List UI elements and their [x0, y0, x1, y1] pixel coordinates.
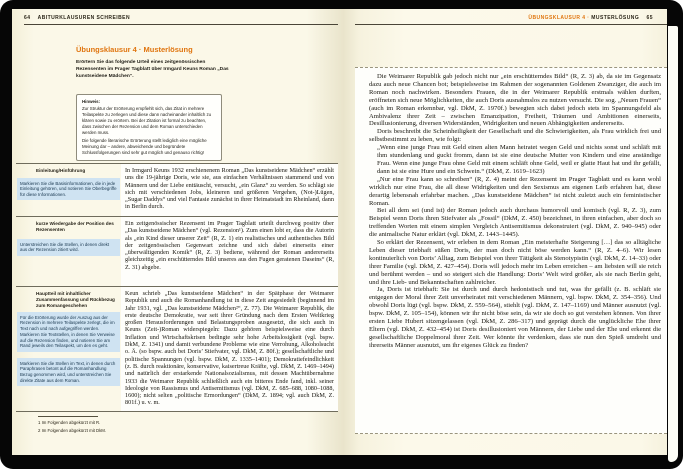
hint-box [76, 94, 222, 161]
margin-heading-einleitung: Einleitung/Hinführung [36, 168, 86, 173]
margin-tip-hauptteil-2: Markieren Sie die Stellen im Text, in denen durch Paraphrasen betont auf die Romanhandlung Bezug genommen wird, und unterstreichen Sie direkte Zitate aus dem Roman. [17, 358, 120, 386]
solution-continuation-text [369, 73, 661, 350]
section-rule-2 [16, 216, 338, 217]
right-header-rule [355, 24, 667, 25]
hint-label: Hinweis: [82, 99, 101, 104]
hint-paragraph-1: Zur Struktur der Erörterung empfiehlt sich, das Zitat in mehrere Teilaspekte zu zerlegen und diese dann nacheinander inhaltlich zu klären sowie zu erörtern. Bei der Zitation ist formal zu beachten, dass zwischen der Rezension und dem Roman unterschieden werden muss. [82, 105, 212, 135]
solution-paragraph: So erklärt der Rezensent, wir erleben in dem Roman „Ein meisterhafte Steigerung […] das so alltägliche Leben dieser triebhaft süßen Doris, der man doch nicht böse werden kann.“ (R, Z. 4–6). Wir lesen kontinuierlich von Doris’ Alltag, zum Beispiel von ihrer Tätigkeit als Stenotypistin (vgl. DkM, Z. 14–33) oder ihrer Familie (vgl. DkM, Z. 427–454). Doris will jedoch mehr im Leben erreichen – am liebsten will sie reich und berühmt werden – und so steigert sich die Handlung: Doris’ Welt wird größer, als sie nach Berlin geht, und ihre Lieb- und Bekanntschaften zahlreicher. [369, 239, 661, 286]
solution-paragraph: „Nur eine Frau kann so schreiben“ (R, Z. 4) meint der Rezensent im Prager Tagblatt und es kann wohl wirklich nur eine Frau, die all diese Widrigkeiten und den Sexismus am eigenen Leib erfahren hat, diese derartig lebensnah erfahrbar machen. „Das kunstseidene Mädchen“ ist nicht zuletzt auch ein feministischer Roman. [369, 175, 661, 207]
left-running-title: ABITURKLAUSUREN SCHREIBEN [37, 15, 131, 21]
hint-paragraph-2: Die folgende literarische Erörterung stellt lediglich eine mögliche Meinung dar – andere, abweichende und begründete Schlussfolgerungen sind sehr gut möglich und genauso richtig! [82, 138, 207, 156]
task-intro: Erörtern Sie das folgende Urteil eines zeitgenössischen Rezensenten im Prager Tagblatt über Irmgard Keuns Roman „Das kunstseidene Mädchen“. [76, 60, 229, 79]
left-running-header [24, 15, 130, 21]
novel-quote-paragraph: „Wenn eine junge Frau mit Geld einen alten Mann heiratet wegen Geld und nichts sonst und schläft mit ihm stundenlang und guckt fromm, dann ist sie eine deutsche Mutter von Kindern und eine anständige Frau. Wenn eine junge Frau ohne Geld mit einem schläft ohne Geld, weil er glatte Haut hat und ihr gefällt, dann ist sie eine Hure und ein Schwein.“ (DkM, Z. 1619–1623) [377, 144, 661, 175]
right-page-number: 65 [646, 15, 653, 21]
right-running-header [528, 15, 653, 21]
footnote-1: 1 Im Folgenden abgekürzt mit R. [38, 420, 101, 425]
solution-paragraph: Doris beschreibt die Scheinheiligkeit der Gesellschaft und die Schwierigkeiten, als Frau wirklich frei und selbstbestimmt zu leben, wie folgt: [369, 128, 661, 144]
solution-paragraph-wiedergabe: Ein zeitgenössischer Rezensent im Prager Tagblatt urteilt durchweg positiv über „Das kunstseidene Mädchen“ (vgl. Rezension¹). Zum einen lobt er, dass die Autorin als „ein Kind dieser unserer Zeit“ (R, Z. 1) ein realistisches und authentisches Bild der zeitgenössischen Gegenwart zeichne und sich dabei einerseits einer „überwältigenden Komik“ (R, Z. 3) bediene, während der Roman andererseits gleichzeitig „ein erschütterndes Bild unseres aus den Fugen geratenen Daseins“ (R, Z. 31) abgebe. [125, 220, 334, 271]
margin-tip-wiedergabe: Unterstreichen Sie die Stellen, in denen direkt aus der Rezension zitiert wird. [17, 239, 120, 256]
left-header-rule [24, 24, 338, 25]
lesson-title: Übungsklausur 4 · Musterlösung [76, 45, 193, 54]
solution-paragraph: Die Weimarer Republik gab jedoch nicht nur „ein erschütterndes Bild“ (R, Z. 3) ab, da sie im Gegensatz dazu auch neue Chancen bot; beispielsweise im Rahmen der sogenannten Goldenen Zwanziger, die auch im Roman noch nachwirken. Besonders Frauen, die in der Weimarer Republik erstmals wählen durften, eröffneten sich neue Möglichkeiten, die auch Doris ausnahmslos zu nutzen versucht. Die sog. „Neuen Frauen“ (auch im Roman erkennbar, vgl. DkM, Z. 1970f.) bewegten sich dabei jedoch stets im Spannungsfeld als Ambivalenz ihrer Zeit – zwischen Emanzipation, Freiheit, Träumen und Ambitionen einerseits, Desillusionierung, diversen Widerständen, Widrigkeiten und neuen Abhängigkeiten andererseits. [369, 73, 661, 128]
margin-heading-hauptteil: Hauptteil mit inhaltlicher Zusammenfassung und Rückbezug zum Romangeschehen [36, 291, 115, 308]
book-spread [12, 9, 667, 455]
section-rule-3 [16, 286, 338, 287]
solution-paragraph: Bei all dem sei (und ist) der Roman jedoch auch durchaus humorvoll und komisch (vgl. R, Z. 3), zum Beispiel wenn Doris ihren Stiefvater als „Fossil“ (DkM, Z. 450) bezeichnet, in ihren einfachen, aber doch so treffenden Worten mit einem simplen Vergleich Antisemitismus dekonstruiert (vgl. DkM, Z. 940–945) oder die animalische Natur erklärt (vgl. DkM, Z. 1443–1445). [369, 207, 661, 239]
solution-paragraph-einleitung: In Irmgard Keuns 1932 erschienenem Roman „Das kunstseidene Mädchen“ erzählt uns die 19-jährige Doris, wie sie, aus einfachen Verhältnissen stammend und von Männern und der Liebe enttäuscht, versucht, „ein Glanz“ zu werden. So schlägt sie sich mit verschiedenen Jobs, kleineren und größeren Vergehen, (Not-)Lügen, „Sugar Daddys“ und viel Fantasie zunächst in ihrer Heimatstadt im Rheinland, dann in Berlin durch. [125, 167, 334, 211]
margin-heading-wiedergabe: kurze Wiedergabe der Position des Rezensenten [36, 221, 114, 232]
margin-tip-hauptteil-1: Für die Erörterung wurde der Auszug aus der Rezension in mehrere Teilaspekte zerlegt, die im Text nach und nach aufgegriffen werden. Markieren Sie Textstellen, in denen Sie Verweise auf die Rezension finden, und notieren Sie am Rand jeweils den Teilaspekt, um den es geht. [17, 312, 120, 352]
solution-paragraph: Ja, Doris ist triebhaft: Sie ist durch und durch hedonistisch und tut, was ihr gefällt (z. B. schläft sie entgegen der Moral ihrer Zeit unverheiratet mit verschiedenen Männern, vgl. bspw. DkM, Z. 354–356). Und obwohl Doris lügt (vgl. bspw. DkM, Z. 559–564), stiehlt (vgl. DkM, Z. 147–1169) und Männer ausnutzt (vgl. bspw. DkM, Z. 105–154), können wir ihr nicht böse sein, da wir sie doch so gut verstehen können. Von ihrer ersten Liebe Hubert sitzengelassen (vgl. DkM, Z. 286–317) und geprägt durch die unglückliche Ehe ihrer Eltern (vgl. DkM, Z. 432–454) ist Doris desillusioniert von Männern, der Liebe und der Ehe und erkennt die gesellschaftliche Doppelmoral ihrer Zeit. Wer könnte ihr verdenken, dass sie nun den Spieß umdreht und ihrerseits Männer ausnutzt, um ihr eigenes Glück zu finden? [369, 286, 661, 349]
page-stack-edge [668, 26, 678, 462]
footnote-2: 2 Im Folgenden abgekürzt mit DkM. [38, 428, 107, 433]
footnote-rule [38, 416, 98, 417]
right-running-section: ÜBUNGSKLAUSUR 4 [528, 15, 586, 21]
section-rule-1 [16, 163, 338, 164]
solution-paragraph-hauptteil: Keun schrieb „Das kunstseidene Mädchen“ in der Spätphase der Weimarer Republik und auch die Romanhandlung ist in diese Zeit angesiedelt (beginnend im Jahr 1931, vgl. „Das kunstseidene Mädchen²“, Z. 77). Die Weimarer Republik, die erste deutsche Demokratie, war seit ihrer Gründung nach dem Ersten Weltkrieg großen Herausforderungen und Belastungsproben ausgesetzt, die sich auch in Keuns (Zeit-)Roman widerspiegeln: Dazu gehören beispielsweise eine durch Inflation und Wirtschaftskrisen bedingte sehr hohe Arbeitslosigkeit (vgl. bspw. DkM, Z. 1341) und damit verbundene Probleme wie eine Verrohung, Alkoholsucht o. Ä. (so bspw. auch bei Doris’ Stiefvater, vgl. DkM, Z. 80f.); gesellschaftliche und politische Spannungen (vgl. bspw. DkM, Z. 1335–1401); Demokratiefeindlichkeit (z. B. durch reaktionäre, konservative, kaisertreue Kräfte, vgl. DkM, Z. 1469–1494) und natürlich der erstarkende Nationalsozialismus, mit dessen Machtübernahme 1933 die Weimarer Republik schließlich auch ein bitteres Ende fand, inkl. seiner Ideologie von Rassismus und Antisemitismus (vgl. DkM, Z. 685–688, 1080–1088, 1600); nicht selten „politische Ermordungen“ (DkM, Z. 1894; vgl. auch DkM, Z. 801f.) u. v. m. [125, 290, 334, 407]
right-running-subtitle: MUSTERLÖSUNG [591, 15, 640, 21]
left-page-number: 64 [24, 15, 31, 21]
margin-tip-einleitung: Markieren Sie die Basisinformationen, die in jede Einleitung gehören, und notieren Sie Oberbegriffe für diese Informationen. [17, 178, 120, 200]
right-running-separator: · [587, 15, 590, 21]
section-rule-4 [16, 411, 338, 412]
